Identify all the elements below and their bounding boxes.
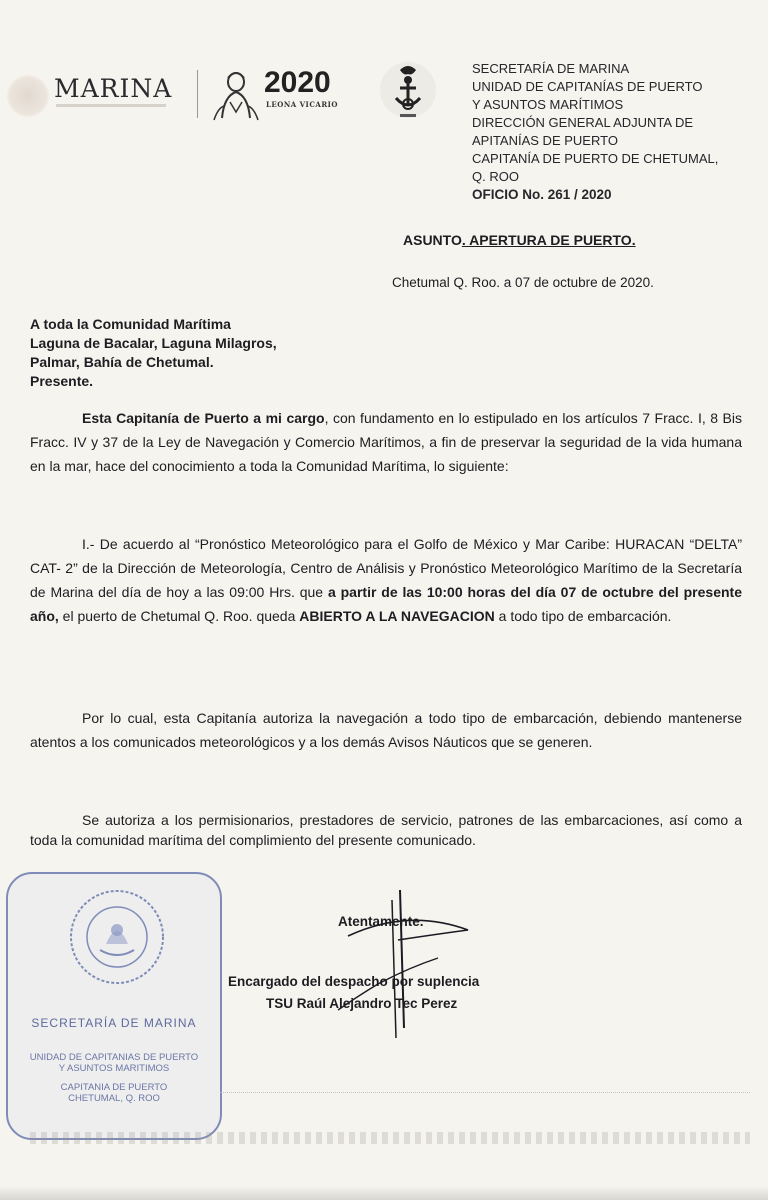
paragraph-text: I.- De acuerdo al “Pronóstico Meteorológico para el Golfo de México y Mar Caribe: HURACAN “DELTA” CAT- 2” de la Dirección de Meteorología, Centro de Análisis y Pronóstico Meteorológico Marítimo de la Secretaría de Marina del día de hoy a las 09:00 Hrs. que: [30, 536, 742, 600]
handwritten-signature-icon: [288, 888, 488, 1038]
issuer-line: APITANÍAS DE PUERTO: [472, 133, 618, 148]
footer-watermark: [30, 1132, 750, 1144]
addressee-line: Presente.: [30, 373, 94, 389]
paragraph-text: el puerto de Chetumal Q. Roo. queda: [58, 608, 300, 624]
body-paragraph-3: Por lo cual, esta Capitanía autoriza la navegación a todo tipo de embarcación, debiendo mantenerse atentos a los comunicados meteorológicos y a los demás Avisos Náuticos que se generen.: [30, 710, 742, 750]
stamp-line: CHETUMAL, Q. ROO: [68, 1093, 160, 1104]
emphasis-text: ABIERTO A LA NAVEGACION: [299, 608, 495, 624]
year-logo-text: 2020: [264, 66, 331, 99]
leona-vicario-label: LEONA VICARIO: [266, 100, 339, 109]
place-date: Chetumal Q. Roo. a 07 de octubre de 2020.: [392, 275, 654, 290]
issuer-line: UNIDAD DE CAPITANÍAS DE PUERTO: [472, 79, 703, 94]
signer-name: TSU Raúl Alejandro Tec Perez: [266, 996, 458, 1011]
issuer-line: SECRETARÍA DE MARINA: [472, 61, 630, 76]
addressee-line: Laguna de Bacalar, Laguna Milagros,: [30, 335, 277, 351]
body-paragraph-4: Se autoriza a los permisionarios, prestadores de servicio, patrones de las embarcaciones, así como a toda la comunidad marítima del complimiento del presente comunicado.: [30, 812, 742, 848]
marina-logo-text: MARINA: [54, 74, 173, 103]
subject-value: . APERTURA DE PUERTO.: [461, 232, 636, 248]
eagle-emblem-icon: [6, 74, 50, 118]
official-stamp: [6, 872, 222, 1140]
issuer-header: [472, 60, 762, 204]
subject-line: [403, 232, 636, 248]
issuer-line: Q. ROO: [472, 169, 519, 184]
leona-vicario-portrait-icon: [210, 68, 262, 122]
stamp-line: Y ASUNTOS MARITIMOS: [58, 1063, 170, 1074]
stamp-line: CAPITANIA DE PUERTO: [60, 1082, 168, 1093]
national-seal-icon: [68, 888, 166, 986]
emphasis-text: Esta Capitanía de Puerto a mi cargo: [82, 410, 325, 426]
addressee-line: Palmar, Bahía de Chetumal.: [30, 354, 214, 370]
oficio-number: OFICIO No. 261 / 2020: [472, 187, 612, 202]
signer-role: Encargado del despacho por suplencia: [228, 974, 480, 989]
paragraph-text: , con fundamento en lo estipulado en los artículos 7 Fracc. I, 8 Bis Fracc. IV y 37 de la Ley de Navegación y Comercio Marítimos, a fin de preservar la seguridad de la vida humana en la mar, hace del conocimiento a toda la Comunidad Marítima, lo siguiente:: [30, 410, 742, 474]
logo-divider: [197, 70, 198, 118]
stamp-line: UNIDAD DE CAPITANIAS DE PUERTO: [29, 1052, 199, 1063]
footer-address-line: [220, 1092, 750, 1099]
body-paragraph-2: [30, 532, 742, 628]
page-bottom-edge: [0, 1186, 768, 1200]
stamp-title: SECRETARÍA DE MARINA: [31, 1016, 197, 1030]
closing-text: Atentamente.: [338, 914, 424, 929]
subject-label: ASUNTO: [403, 232, 462, 248]
issuer-line: Y ASUNTOS MARÍTIMOS: [472, 97, 624, 112]
issuer-line: DIRECCIÓN GENERAL ADJUNTA DE: [472, 115, 694, 130]
marina-logo-subline: [56, 104, 166, 107]
marina-anchor-seal-icon: [378, 58, 438, 122]
emphasis-text: a partir de las 10:00 horas del día 07 de octubre del presente año,: [30, 584, 742, 624]
issuer-line: CAPITANÍA DE PUERTO DE CHETUMAL,: [472, 151, 719, 166]
addressee-block: [30, 315, 277, 391]
addressee-line: A toda la Comunidad Marítima: [30, 316, 231, 332]
body-paragraph-1: [30, 406, 742, 478]
paragraph-text: a todo tipo de embarcación.: [494, 608, 672, 624]
